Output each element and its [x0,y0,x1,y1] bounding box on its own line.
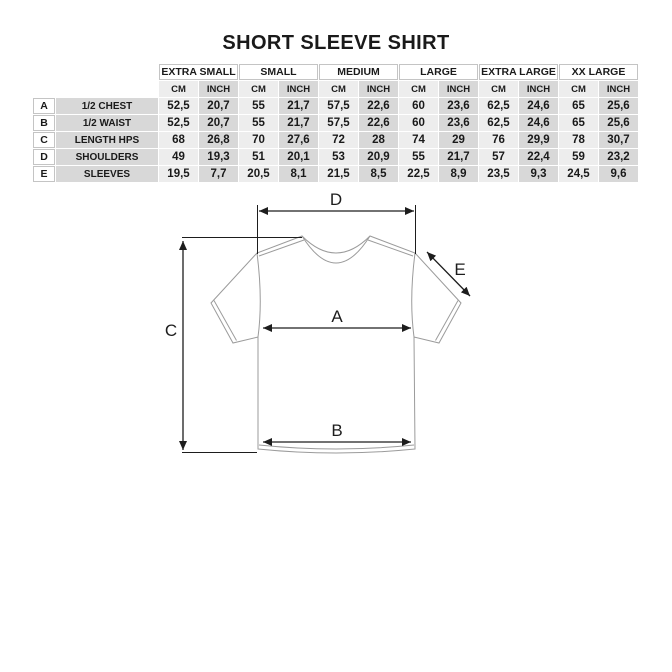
value-cell: 29 [439,132,478,148]
value-cell: 28 [359,132,398,148]
measure-label-e: E [454,260,466,279]
tshirt-diagram [0,190,672,472]
value-cell: 49 [159,149,198,165]
size-header-cell: EXTRA SMALL [159,64,238,80]
unit-header-inch: INCH [439,81,478,97]
measure-label-a: A [331,307,343,326]
value-cell: 57,5 [319,98,358,114]
value-cell: 21,5 [319,166,358,182]
value-cell: 55 [399,149,438,165]
value-cell: 52,5 [159,98,198,114]
value-cell: 55 [239,115,278,131]
measurement-letter: D [33,149,55,165]
value-cell: 72 [319,132,358,148]
value-cell: 19,3 [199,149,238,165]
value-cell: 9,3 [519,166,558,182]
value-cell: 30,7 [599,132,638,148]
value-cell: 22,6 [359,98,398,114]
unit-header-inch: INCH [599,81,638,97]
value-cell: 52,5 [159,115,198,131]
unit-header-inch: INCH [199,81,238,97]
value-cell: 74 [399,132,438,148]
measurement-name: 1/2 CHEST [56,98,158,114]
value-cell: 7,7 [199,166,238,182]
value-cell: 25,6 [599,115,638,131]
value-cell: 20,1 [279,149,318,165]
value-cell: 8,1 [279,166,318,182]
unit-header-cm: CM [559,81,598,97]
unit-header-inch: INCH [279,81,318,97]
value-cell: 78 [559,132,598,148]
value-cell: 20,7 [199,98,238,114]
size-header-cell: MEDIUM [319,64,398,80]
measurement-name: 1/2 WAIST [56,115,158,131]
value-cell: 24,6 [519,98,558,114]
value-cell: 62,5 [479,98,518,114]
value-cell: 9,6 [599,166,638,182]
value-cell: 57 [479,149,518,165]
unit-header-cm: CM [239,81,278,97]
measurement-letter: B [33,115,55,131]
value-cell: 21,7 [279,115,318,131]
measure-label-d: D [329,190,343,209]
size-header-cell: XX LARGE [559,64,638,80]
value-cell: 29,9 [519,132,558,148]
measurement-letter: E [33,166,55,182]
size-table [33,64,638,182]
value-cell: 21,7 [279,98,318,114]
unit-header-cm: CM [479,81,518,97]
size-header-cell: SMALL [239,64,318,80]
unit-header-cm: CM [399,81,438,97]
value-cell: 53 [319,149,358,165]
unit-header-inch: INCH [359,81,398,97]
value-cell: 60 [399,115,438,131]
value-cell: 23,5 [479,166,518,182]
value-cell: 20,9 [359,149,398,165]
value-cell: 76 [479,132,518,148]
value-cell: 24,6 [519,115,558,131]
value-cell: 22,6 [359,115,398,131]
value-cell: 8,5 [359,166,398,182]
value-cell: 24,5 [559,166,598,182]
unit-header-cm: CM [159,81,198,97]
value-cell: 59 [559,149,598,165]
value-cell: 27,6 [279,132,318,148]
value-cell: 51 [239,149,278,165]
table-corner-spacer [33,81,158,97]
value-cell: 8,9 [439,166,478,182]
unit-header-cm: CM [319,81,358,97]
measure-label-c: C [164,321,178,340]
value-cell: 23,6 [439,98,478,114]
measurement-name: SHOULDERS [56,149,158,165]
size-header-cell: LARGE [399,64,478,80]
table-corner-spacer [33,64,158,80]
value-cell: 55 [239,98,278,114]
value-cell: 23,6 [439,115,478,131]
value-cell: 65 [559,115,598,131]
value-cell: 57,5 [319,115,358,131]
measurement-name: SLEEVES [56,166,158,182]
unit-header-inch: INCH [519,81,558,97]
value-cell: 70 [239,132,278,148]
value-cell: 60 [399,98,438,114]
value-cell: 26,8 [199,132,238,148]
size-header-cell: EXTRA LARGE [479,64,558,80]
measurement-name: LENGTH HPS [56,132,158,148]
value-cell: 62,5 [479,115,518,131]
value-cell: 21,7 [439,149,478,165]
value-cell: 22,4 [519,149,558,165]
measure-label-b: B [331,421,343,440]
value-cell: 19,5 [159,166,198,182]
value-cell: 20,7 [199,115,238,131]
page-title: SHORT SLEEVE SHIRT [222,32,450,54]
measurement-letter: A [33,98,55,114]
value-cell: 22,5 [399,166,438,182]
value-cell: 23,2 [599,149,638,165]
value-cell: 20,5 [239,166,278,182]
value-cell: 68 [159,132,198,148]
measurement-letter: C [33,132,55,148]
value-cell: 25,6 [599,98,638,114]
value-cell: 65 [559,98,598,114]
